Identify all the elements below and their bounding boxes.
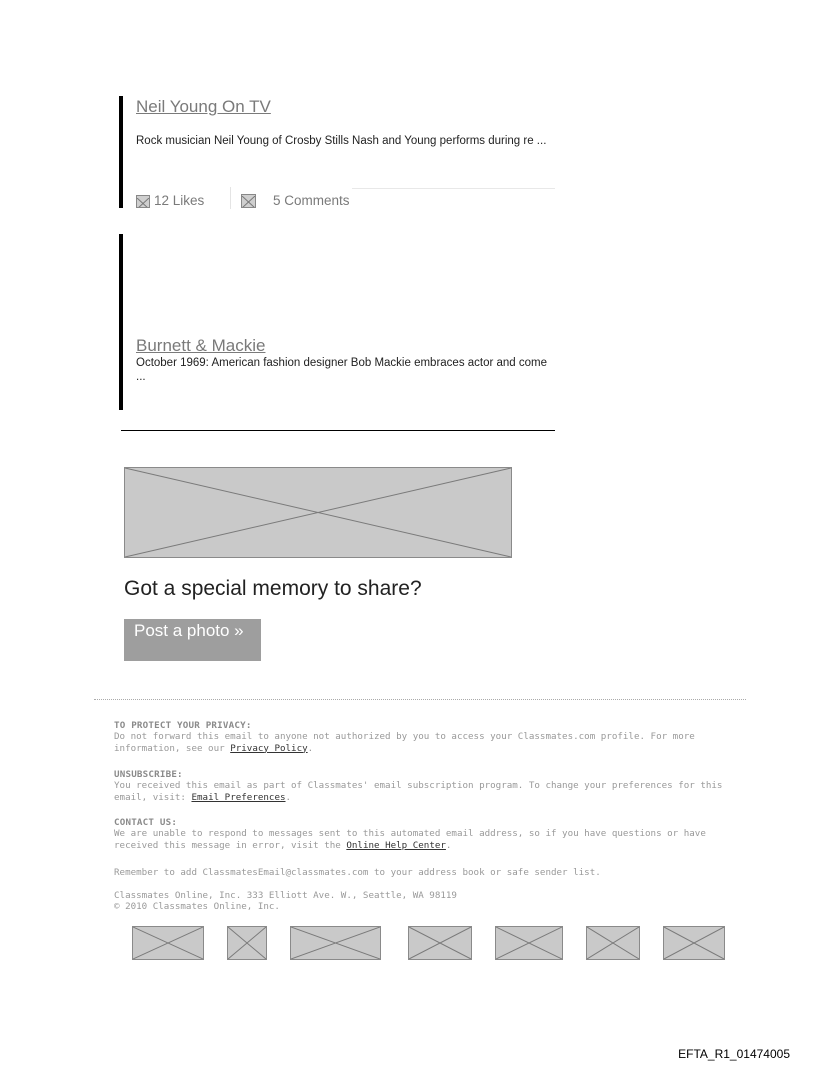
footer-logo-placeholder[interactable] (495, 926, 563, 960)
section-divider (121, 430, 555, 431)
story-title-link[interactable]: Neil Young On TV (136, 97, 271, 116)
email-preferences-link[interactable]: Email Preferences (191, 791, 286, 803)
document-id: EFTA_R1_01474005 (678, 1047, 790, 1061)
unsubscribe-heading: UNSUBSCRIBE: (114, 769, 183, 780)
address-book-note: Remember to add ClassmatesEmail@classmates.com to your address book or safe sender list. (114, 867, 601, 878)
company-address: Classmates Online, Inc. 333 Elliott Ave. W., Seattle, WA 98119 (114, 890, 457, 901)
footer-logo-placeholder[interactable] (290, 926, 381, 960)
unsubscribe-text: You received this email as part of Classmates' email subscription program. To change your preferences for this email, visit: Email Preferences. (114, 780, 723, 803)
story-excerpt: October 1969: American fashion designer Bob Mackie embraces actor and come ... (136, 357, 548, 383)
cta-heading: Got a special memory to share? (124, 577, 422, 600)
privacy-heading: TO PROTECT YOUR PRIVACY: (114, 720, 252, 731)
story-excerpt: Rock musician Neil Young of Crosby Stills Nash and Young performs during re ... (136, 135, 547, 147)
like-icon[interactable] (136, 195, 150, 208)
story-title-link[interactable]: Burnett & Mackie (136, 336, 266, 355)
contact-heading: CONTACT US: (114, 817, 178, 828)
footer-logo-placeholder[interactable] (227, 926, 267, 960)
post-photo-button[interactable] (124, 619, 261, 661)
comment-icon[interactable] (241, 194, 256, 208)
contact-text: We are unable to respond to messages sent to this automated email address, so if you have questions or have received this message in error, visit the Online Help Center. (114, 828, 706, 851)
story-accent-bar (119, 234, 123, 410)
footer-logo-placeholder[interactable] (408, 926, 472, 960)
copyright: © 2010 Classmates Online, Inc. (114, 901, 280, 912)
online-help-center-link[interactable]: Online Help Center (346, 839, 446, 851)
story-divider (352, 188, 555, 189)
banner-image-placeholder[interactable] (124, 467, 512, 558)
privacy-text: Do not forward this email to anyone not authorized by you to access your Classmates.com profile. For more information, see our Privacy Policy. (114, 731, 695, 754)
comments-count[interactable]: 5 Comments (273, 193, 350, 208)
footer-logo-placeholder[interactable] (586, 926, 640, 960)
privacy-policy-link[interactable]: Privacy Policy (230, 742, 308, 754)
post-photo-button-label: Post a photo » (134, 621, 244, 640)
footer-logo-placeholder[interactable] (663, 926, 725, 960)
meta-divider (230, 187, 231, 209)
footer-divider (94, 699, 746, 700)
likes-count[interactable]: 12 Likes (154, 193, 205, 208)
story-accent-bar (119, 96, 123, 208)
footer-logo-placeholder[interactable] (132, 926, 204, 960)
